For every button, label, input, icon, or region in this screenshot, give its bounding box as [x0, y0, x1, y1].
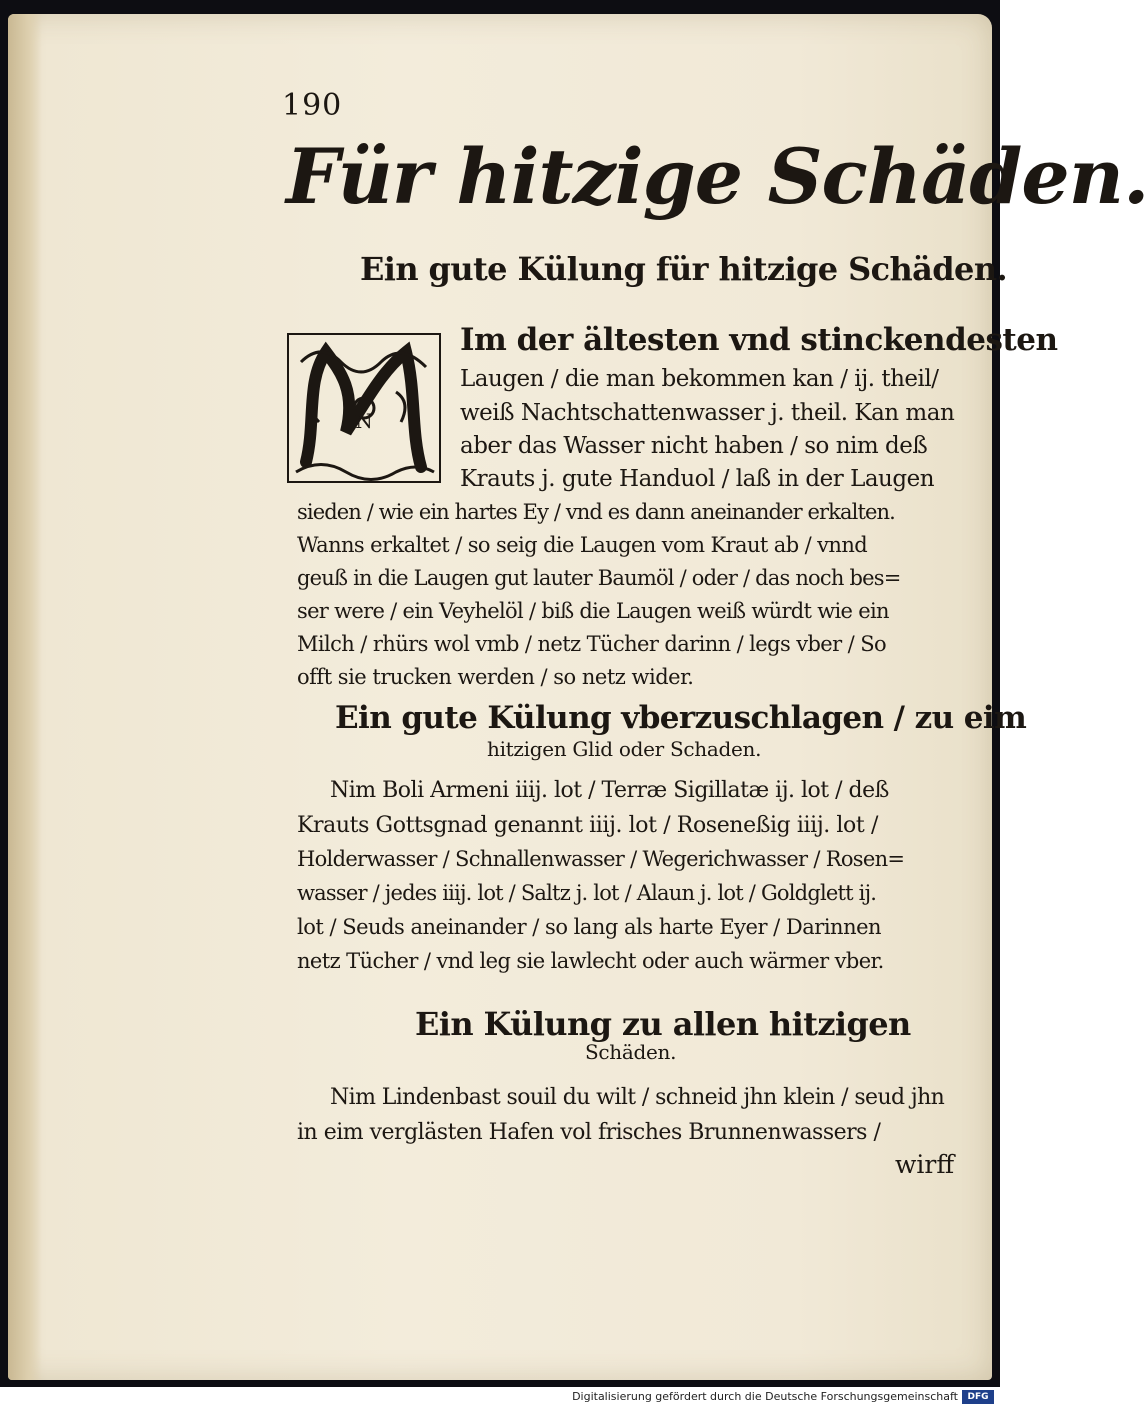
recipe1-line-2: Laugen / die man bekommen kan / ij. theil/: [460, 366, 939, 392]
recipe1-line-9: ser were / ein Veyhelöl / biß die Laugen weiß würdt wie ein: [297, 599, 889, 623]
page-title: Für hitzige Schäden.: [286, 132, 1148, 221]
recipe2-line-2: Krauts Gottsgnad genannt iiij. lot / Roseneßig iiij. lot /: [297, 813, 878, 838]
decorated-initial: [286, 332, 442, 484]
catchword: wirff: [895, 1150, 955, 1179]
recipe2-subheading: hitzigen Glid oder Schaden.: [487, 737, 762, 761]
recipe1-line-4: aber das Wasser nicht haben / so nim deß: [460, 433, 928, 459]
recipe3-subheading: Schäden.: [585, 1040, 677, 1064]
recipe1-line-1: Im der ältesten vnd stinckendesten: [460, 322, 1058, 358]
recipe2-line-1: Nim Boli Armeni iiij. lot / Terræ Sigillatæ ij. lot / deß: [330, 778, 889, 803]
recipe1-line-3: weiß Nachtschattenwasser j. theil. Kan man: [460, 400, 955, 426]
recipe1-heading: Ein gute Külung für hitzige Schäden.: [360, 250, 1008, 288]
recipe1-line-5: Krauts j. gute Handuol / laß in der Laugen: [460, 466, 935, 492]
recipe3-heading: Ein Külung zu allen hitzigen: [415, 1005, 911, 1043]
digitization-footer: [0, 1387, 1000, 1407]
recipe1-line-10: Milch / rhürs wol vmb / netz Tücher darinn / legs vber / So: [297, 632, 887, 656]
recipe1-line-11: offt sie trucken werden / so netz wider.: [297, 665, 694, 689]
recipe2-line-4: wasser / jedes iiij. lot / Saltz j. lot / Alaun j. lot / Goldglett ij.: [297, 881, 877, 905]
funding-credit: Digitalisierung gefördert durch die Deutsche Forschungsgemeinschaft: [572, 1390, 958, 1403]
decorated-initial-graphic: [286, 332, 442, 484]
recipe2-line-3: Holderwasser / Schnallenwasser / Wegerichwasser / Rosen=: [297, 847, 905, 871]
recipe1-line-8: geuß in die Laugen gut lauter Baumöl / oder / das noch bes=: [297, 566, 901, 590]
recipe1-line-6: sieden / wie ein hartes Ey / vnd es dann aneinander erkalten.: [297, 500, 895, 524]
recipe1-line-7: Wanns erkaltet / so seig die Laugen vom Kraut ab / vnnd: [297, 533, 868, 557]
initial-letter: N: [355, 409, 373, 433]
page-gutter: [8, 14, 42, 1380]
page-number: 190: [282, 88, 343, 123]
recipe2-line-5: lot / Seuds aneinander / so lang als harte Eyer / Darinnen: [297, 915, 882, 939]
dfg-logo: DFG: [962, 1390, 994, 1404]
recipe2-line-6: netz Tücher / vnd leg sie lawlecht oder auch wärmer vber.: [297, 949, 884, 973]
recipe2-heading: Ein gute Külung vberzuschlagen / zu eim: [335, 700, 1027, 736]
recipe3-line-2: in eim verglästen Hafen vol frisches Brunnenwassers /: [297, 1120, 881, 1145]
recipe3-line-1: Nim Lindenbast souil du wilt / schneid jhn klein / seud jhn: [330, 1085, 945, 1110]
